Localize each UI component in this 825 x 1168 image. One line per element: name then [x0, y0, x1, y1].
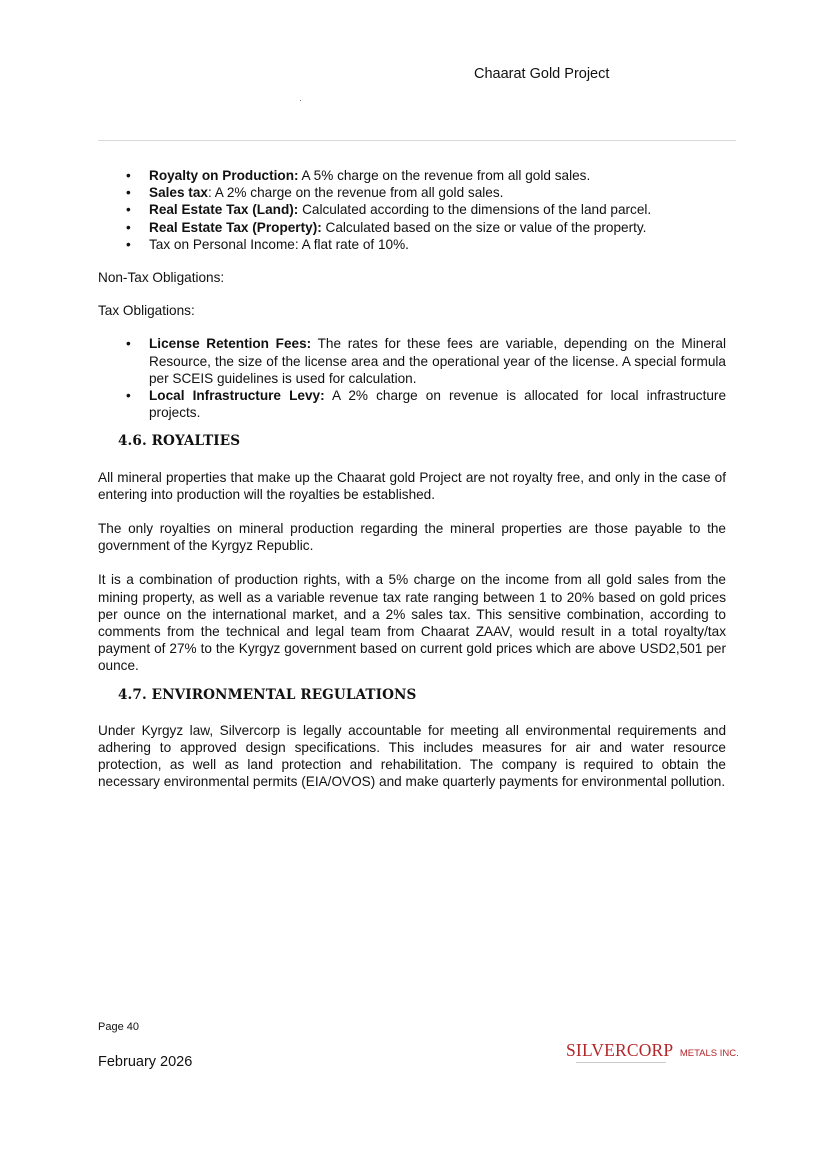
- list-item-term: Royalty on Production:: [149, 168, 299, 183]
- logo-underline: [576, 1062, 666, 1063]
- list-item-text: : A 2% charge on the revenue from all gold sales.: [207, 185, 504, 201]
- list-item: [149, 335, 726, 387]
- list-item: [149, 387, 726, 421]
- section-heading-environmental: 4.7. ENVIRONMENTAL REGULATIONS: [118, 686, 417, 703]
- list-item-text: The rates for these fees are variable, depending on the Mineral Resource, the size of the license area and the operational year of the license. A special formula per SCEIS guidelines is used for calculation.: [149, 336, 726, 386]
- header-title: Chaarat Gold Project: [474, 66, 610, 82]
- list-item-term: License Retention Fees:: [149, 336, 312, 352]
- list-item-term: Local Infrastructure Levy:: [149, 388, 325, 404]
- list-item: [149, 167, 726, 184]
- list-item-text: Calculated according to the dimensions of the land parcel.: [298, 202, 652, 218]
- list-item: [149, 184, 726, 201]
- list-item-text: Tax on Personal Income: A flat rate of 10%.: [149, 236, 409, 252]
- header-mark: [300, 100, 301, 101]
- header-divider: [98, 140, 736, 141]
- main-content: [98, 167, 726, 791]
- tax-label: Tax Obligations:: [98, 303, 195, 319]
- list-item-text: Calculated based on the size or value of the property.: [321, 219, 647, 235]
- page-number: Page 40: [98, 1021, 139, 1033]
- royalties-paragraph: All mineral properties that make up the Chaarat gold Project are not royalty free, and only in the case of entering into production will the royalties be established.: [98, 469, 726, 502]
- footer-date: February 2026: [98, 1054, 193, 1070]
- logo-subtitle: METALS INC.: [679, 1048, 739, 1059]
- tax-obligations-list: [98, 335, 726, 421]
- tax-list-top: [98, 167, 726, 253]
- logo-wordmark: SILVERCORP: [566, 1040, 674, 1060]
- list-item-term: Real Estate Tax (Land):: [149, 202, 299, 218]
- list-item: [149, 219, 726, 236]
- silvercorp-logo: [566, 1040, 739, 1070]
- non-tax-label: Non-Tax Obligations:: [98, 270, 225, 286]
- royalties-paragraph: It is a combination of production rights, with a 5% charge on the income from all gold sales from the mining property, as well as a variable revenue tax rate ranging between 1 to 20% based on gold prices per ounce on the international market, and a 2% sales tax. This sensitive combination, according to comments from the technical and legal team from Chaarat ZAAV, would result in a total royalty/tax payment of 27% to the Kyrgyz government based on current gold prices which are above USD2,501 per ounce.: [98, 572, 726, 674]
- list-item: [149, 201, 726, 218]
- list-item-text: A 2% charge on revenue is allocated for local infrastructure projects.: [149, 388, 727, 421]
- list-item-term: Real Estate Tax (Property):: [149, 219, 322, 235]
- environmental-paragraph: Under Kyrgyz law, Silvercorp is legally accountable for meeting all environmental requirements and adhering to approved design specifications. This includes measures for air and water resource protection, as well as land protection and rehabilitation. The company is required to obtain the necessary environmental permits (EIA/OVOS) and make quarterly payments for environmental pollution.: [98, 722, 726, 790]
- list-item-term: Sales tax: [149, 185, 208, 201]
- section-heading-royalties: 4.6. ROYALTIES: [118, 433, 241, 450]
- list-item-text: A 5% charge on the revenue from all gold sales.: [298, 168, 591, 183]
- royalties-paragraph: The only royalties on mineral production regarding the mineral properties are those payable to the government of the Kyrgyz Republic.: [98, 521, 726, 554]
- list-item: [149, 236, 726, 253]
